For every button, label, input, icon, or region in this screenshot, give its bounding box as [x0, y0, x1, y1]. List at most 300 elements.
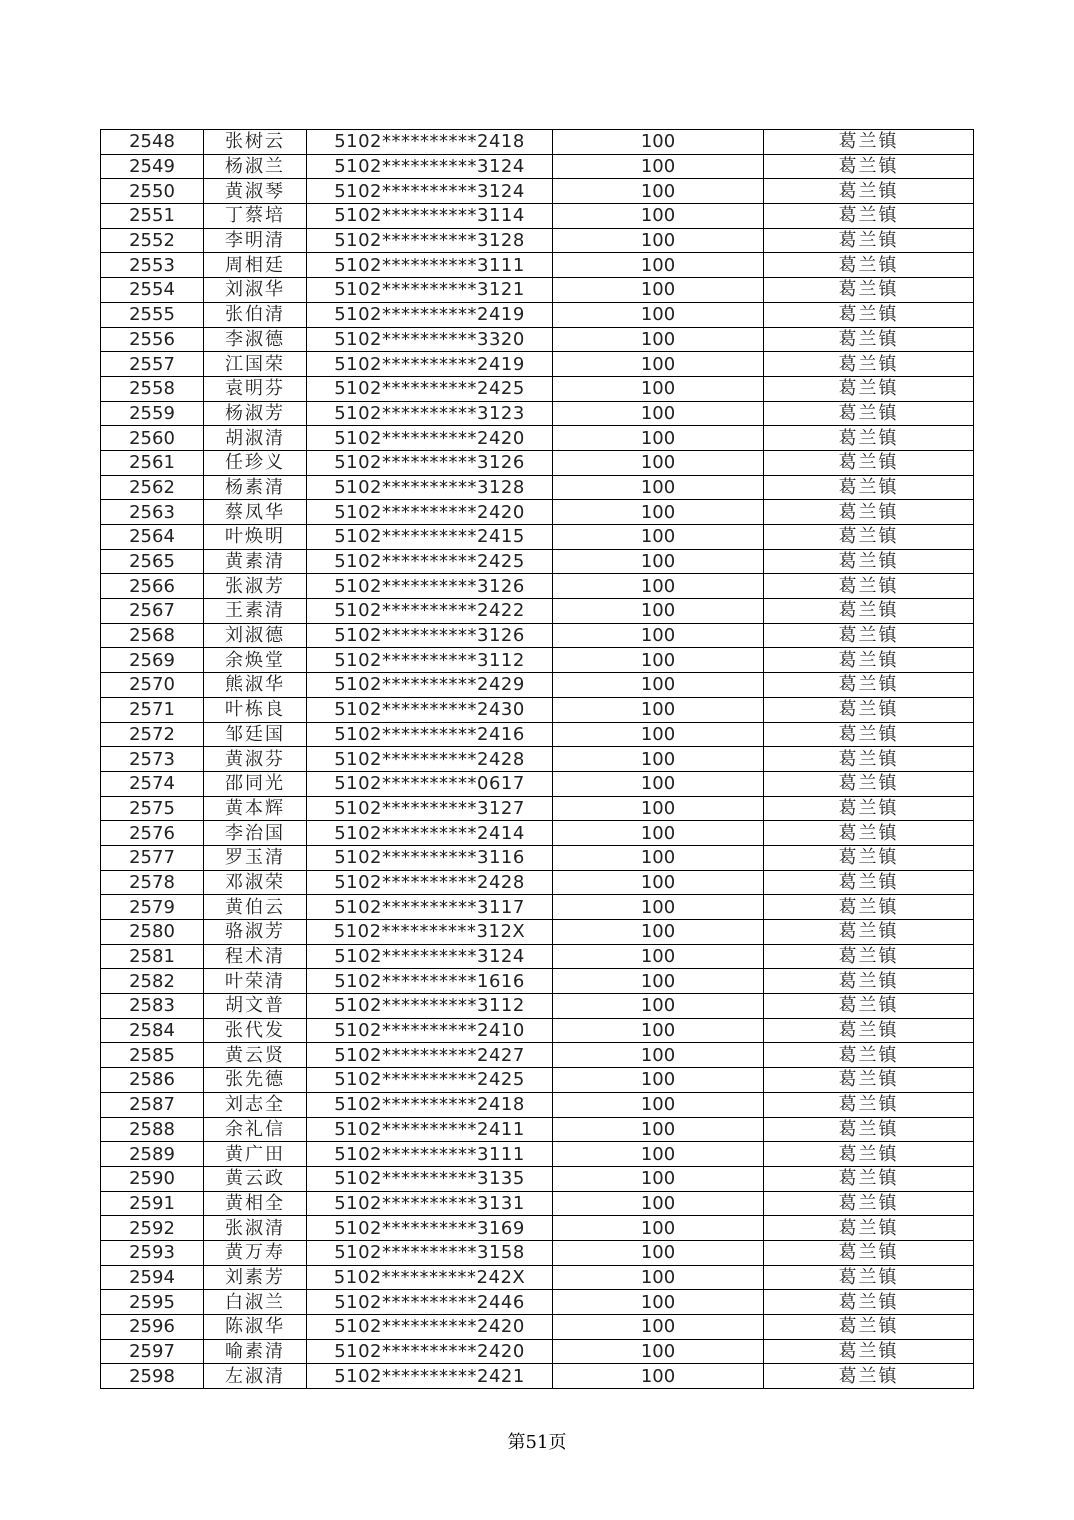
- id-number-cell: 5102**********2422: [307, 599, 553, 624]
- row-number-cell: 2560: [101, 426, 204, 451]
- id-number-cell: 5102**********2421: [307, 1364, 553, 1389]
- amount-cell: 100: [553, 278, 764, 303]
- town-cell: 葛兰镇: [764, 648, 974, 673]
- amount-cell: 100: [553, 821, 764, 846]
- amount-cell: 100: [553, 426, 764, 451]
- id-number-cell: 5102**********2430: [307, 697, 553, 722]
- table-row: [101, 475, 974, 500]
- row-number-cell: 2559: [101, 401, 204, 426]
- table-row: [101, 1166, 974, 1191]
- name-cell: 杨淑兰: [204, 154, 307, 179]
- town-cell: 葛兰镇: [764, 574, 974, 599]
- id-number-cell: 5102**********3124: [307, 944, 553, 969]
- amount-cell: 100: [553, 697, 764, 722]
- name-cell: 张淑芳: [204, 574, 307, 599]
- name-cell: 丁蔡培: [204, 204, 307, 229]
- table-row: [101, 1216, 974, 1241]
- table-row: [101, 574, 974, 599]
- table-row: [101, 525, 974, 550]
- name-cell: 胡淑清: [204, 426, 307, 451]
- id-number-cell: 5102**********3158: [307, 1240, 553, 1265]
- amount-cell: 100: [553, 1240, 764, 1265]
- table-row: [101, 1068, 974, 1093]
- table-row: [101, 821, 974, 846]
- id-number-cell: 5102**********3116: [307, 845, 553, 870]
- name-cell: 刘淑德: [204, 623, 307, 648]
- town-cell: 葛兰镇: [764, 1240, 974, 1265]
- id-number-cell: 5102**********3128: [307, 228, 553, 253]
- table-row: [101, 327, 974, 352]
- table-row: [101, 1290, 974, 1315]
- id-number-cell: 5102**********3126: [307, 450, 553, 475]
- amount-cell: 100: [553, 1166, 764, 1191]
- amount-cell: 100: [553, 1142, 764, 1167]
- row-number-cell: 2575: [101, 796, 204, 821]
- name-cell: 黄素清: [204, 549, 307, 574]
- row-number-cell: 2589: [101, 1142, 204, 1167]
- row-number-cell: 2564: [101, 525, 204, 550]
- row-number-cell: 2578: [101, 870, 204, 895]
- town-cell: 葛兰镇: [764, 130, 974, 155]
- amount-cell: 100: [553, 130, 764, 155]
- town-cell: 葛兰镇: [764, 771, 974, 796]
- amount-cell: 100: [553, 154, 764, 179]
- table-row: [101, 771, 974, 796]
- name-cell: 黄云政: [204, 1166, 307, 1191]
- table-row: [101, 204, 974, 229]
- row-number-cell: 2553: [101, 253, 204, 278]
- name-cell: 张淑清: [204, 1216, 307, 1241]
- table-row: [101, 1339, 974, 1364]
- table-row: [101, 500, 974, 525]
- id-number-cell: 5102**********3111: [307, 1142, 553, 1167]
- name-cell: 张先德: [204, 1068, 307, 1093]
- id-number-cell: 5102**********3111: [307, 253, 553, 278]
- row-number-cell: 2548: [101, 130, 204, 155]
- town-cell: 葛兰镇: [764, 1364, 974, 1389]
- row-number-cell: 2577: [101, 845, 204, 870]
- id-number-cell: 5102**********2425: [307, 1068, 553, 1093]
- id-number-cell: 5102**********3127: [307, 796, 553, 821]
- id-number-cell: 5102**********3117: [307, 895, 553, 920]
- amount-cell: 100: [553, 228, 764, 253]
- amount-cell: 100: [553, 1315, 764, 1340]
- table-row: [101, 426, 974, 451]
- table-row: [101, 1142, 974, 1167]
- amount-cell: 100: [553, 525, 764, 550]
- id-number-cell: 5102**********3112: [307, 648, 553, 673]
- name-cell: 骆淑芳: [204, 920, 307, 945]
- id-number-cell: 5102**********2425: [307, 376, 553, 401]
- name-cell: 张伯清: [204, 302, 307, 327]
- table-row: [101, 549, 974, 574]
- amount-cell: 100: [553, 747, 764, 772]
- row-number-cell: 2598: [101, 1364, 204, 1389]
- row-number-cell: 2555: [101, 302, 204, 327]
- row-number-cell: 2557: [101, 352, 204, 377]
- table-row: [101, 253, 974, 278]
- table-row: [101, 673, 974, 698]
- table-row: [101, 599, 974, 624]
- town-cell: 葛兰镇: [764, 1068, 974, 1093]
- town-cell: 葛兰镇: [764, 278, 974, 303]
- name-cell: 喻素清: [204, 1339, 307, 1364]
- id-number-cell: 5102**********3121: [307, 278, 553, 303]
- name-cell: 张树云: [204, 130, 307, 155]
- name-cell: 黄广田: [204, 1142, 307, 1167]
- town-cell: 葛兰镇: [764, 1290, 974, 1315]
- town-cell: 葛兰镇: [764, 1166, 974, 1191]
- amount-cell: 100: [553, 352, 764, 377]
- town-cell: 葛兰镇: [764, 1339, 974, 1364]
- town-cell: 葛兰镇: [764, 1142, 974, 1167]
- id-number-cell: 5102**********2429: [307, 673, 553, 698]
- town-cell: 葛兰镇: [764, 1191, 974, 1216]
- row-number-cell: 2596: [101, 1315, 204, 1340]
- row-number-cell: 2574: [101, 771, 204, 796]
- row-number-cell: 2549: [101, 154, 204, 179]
- amount-cell: 100: [553, 599, 764, 624]
- name-cell: 杨淑芳: [204, 401, 307, 426]
- id-number-cell: 5102**********2411: [307, 1117, 553, 1142]
- table-row: [101, 376, 974, 401]
- amount-cell: 100: [553, 1216, 764, 1241]
- name-cell: 周相廷: [204, 253, 307, 278]
- name-cell: 黄相全: [204, 1191, 307, 1216]
- table-row: [101, 944, 974, 969]
- id-number-cell: 5102**********3123: [307, 401, 553, 426]
- name-cell: 蔡凤华: [204, 500, 307, 525]
- town-cell: 葛兰镇: [764, 697, 974, 722]
- name-cell: 邹廷国: [204, 722, 307, 747]
- town-cell: 葛兰镇: [764, 895, 974, 920]
- table-row: [101, 895, 974, 920]
- name-cell: 黄万寿: [204, 1240, 307, 1265]
- amount-cell: 100: [553, 1117, 764, 1142]
- amount-cell: 100: [553, 500, 764, 525]
- name-cell: 王素清: [204, 599, 307, 624]
- row-number-cell: 2581: [101, 944, 204, 969]
- amount-cell: 100: [553, 994, 764, 1019]
- row-number-cell: 2582: [101, 969, 204, 994]
- town-cell: 葛兰镇: [764, 525, 974, 550]
- amount-cell: 100: [553, 1290, 764, 1315]
- name-cell: 罗玉清: [204, 845, 307, 870]
- roster-table: [100, 129, 974, 1389]
- table-row: [101, 1240, 974, 1265]
- amount-cell: 100: [553, 648, 764, 673]
- name-cell: 邵同光: [204, 771, 307, 796]
- town-cell: 葛兰镇: [764, 673, 974, 698]
- name-cell: 余礼信: [204, 1117, 307, 1142]
- name-cell: 李明清: [204, 228, 307, 253]
- id-number-cell: 5102**********2410: [307, 1018, 553, 1043]
- table-row: [101, 401, 974, 426]
- row-number-cell: 2592: [101, 1216, 204, 1241]
- amount-cell: 100: [553, 1043, 764, 1068]
- id-number-cell: 5102**********2420: [307, 1339, 553, 1364]
- town-cell: 葛兰镇: [764, 870, 974, 895]
- row-number-cell: 2588: [101, 1117, 204, 1142]
- amount-cell: 100: [553, 204, 764, 229]
- row-number-cell: 2590: [101, 1166, 204, 1191]
- town-cell: 葛兰镇: [764, 1092, 974, 1117]
- id-number-cell: 5102**********3128: [307, 475, 553, 500]
- name-cell: 叶荣清: [204, 969, 307, 994]
- table-row: [101, 845, 974, 870]
- table-row: [101, 154, 974, 179]
- table-row: [101, 722, 974, 747]
- roster-table-body: [101, 130, 974, 1389]
- id-number-cell: 5102**********1616: [307, 969, 553, 994]
- town-cell: 葛兰镇: [764, 623, 974, 648]
- row-number-cell: 2595: [101, 1290, 204, 1315]
- row-number-cell: 2561: [101, 450, 204, 475]
- row-number-cell: 2558: [101, 376, 204, 401]
- amount-cell: 100: [553, 1068, 764, 1093]
- id-number-cell: 5102**********2427: [307, 1043, 553, 1068]
- town-cell: 葛兰镇: [764, 352, 974, 377]
- name-cell: 张代发: [204, 1018, 307, 1043]
- town-cell: 葛兰镇: [764, 426, 974, 451]
- id-number-cell: 5102**********2420: [307, 426, 553, 451]
- row-number-cell: 2591: [101, 1191, 204, 1216]
- id-number-cell: 5102**********0617: [307, 771, 553, 796]
- id-number-cell: 5102**********2415: [307, 525, 553, 550]
- id-number-cell: 5102**********3126: [307, 623, 553, 648]
- row-number-cell: 2572: [101, 722, 204, 747]
- row-number-cell: 2585: [101, 1043, 204, 1068]
- row-number-cell: 2570: [101, 673, 204, 698]
- town-cell: 葛兰镇: [764, 747, 974, 772]
- name-cell: 黄云贤: [204, 1043, 307, 1068]
- town-cell: 葛兰镇: [764, 475, 974, 500]
- table-row: [101, 302, 974, 327]
- amount-cell: 100: [553, 623, 764, 648]
- amount-cell: 100: [553, 920, 764, 945]
- name-cell: 余焕堂: [204, 648, 307, 673]
- row-number-cell: 2552: [101, 228, 204, 253]
- id-number-cell: 5102**********2419: [307, 302, 553, 327]
- id-number-cell: 5102**********3124: [307, 154, 553, 179]
- amount-cell: 100: [553, 870, 764, 895]
- row-number-cell: 2571: [101, 697, 204, 722]
- name-cell: 黄淑琴: [204, 179, 307, 204]
- town-cell: 葛兰镇: [764, 376, 974, 401]
- table-row: [101, 870, 974, 895]
- table-row: [101, 623, 974, 648]
- name-cell: 熊淑华: [204, 673, 307, 698]
- town-cell: 葛兰镇: [764, 1117, 974, 1142]
- id-number-cell: 5102**********3135: [307, 1166, 553, 1191]
- id-number-cell: 5102**********242X: [307, 1265, 553, 1290]
- amount-cell: 100: [553, 722, 764, 747]
- id-number-cell: 5102**********2416: [307, 722, 553, 747]
- name-cell: 李治国: [204, 821, 307, 846]
- amount-cell: 100: [553, 1092, 764, 1117]
- amount-cell: 100: [553, 401, 764, 426]
- id-number-cell: 5102**********2425: [307, 549, 553, 574]
- name-cell: 刘志全: [204, 1092, 307, 1117]
- town-cell: 葛兰镇: [764, 599, 974, 624]
- town-cell: 葛兰镇: [764, 302, 974, 327]
- table-row: [101, 920, 974, 945]
- town-cell: 葛兰镇: [764, 969, 974, 994]
- id-number-cell: 5102**********2446: [307, 1290, 553, 1315]
- id-number-cell: 5102**********3124: [307, 179, 553, 204]
- amount-cell: 100: [553, 1191, 764, 1216]
- town-cell: 葛兰镇: [764, 401, 974, 426]
- table-row: [101, 1117, 974, 1142]
- table-row: [101, 1191, 974, 1216]
- town-cell: 葛兰镇: [764, 796, 974, 821]
- table-row: [101, 969, 974, 994]
- table-row: [101, 1364, 974, 1389]
- row-number-cell: 2565: [101, 549, 204, 574]
- amount-cell: 100: [553, 253, 764, 278]
- amount-cell: 100: [553, 796, 764, 821]
- row-number-cell: 2587: [101, 1092, 204, 1117]
- town-cell: 葛兰镇: [764, 845, 974, 870]
- town-cell: 葛兰镇: [764, 944, 974, 969]
- town-cell: 葛兰镇: [764, 1265, 974, 1290]
- id-number-cell: 5102**********2418: [307, 130, 553, 155]
- name-cell: 黄本辉: [204, 796, 307, 821]
- amount-cell: 100: [553, 327, 764, 352]
- name-cell: 白淑兰: [204, 1290, 307, 1315]
- amount-cell: 100: [553, 475, 764, 500]
- row-number-cell: 2567: [101, 599, 204, 624]
- name-cell: 江国荣: [204, 352, 307, 377]
- table-row: [101, 450, 974, 475]
- table-row: [101, 697, 974, 722]
- row-number-cell: 2554: [101, 278, 204, 303]
- row-number-cell: 2580: [101, 920, 204, 945]
- id-number-cell: 5102**********312X: [307, 920, 553, 945]
- town-cell: 葛兰镇: [764, 204, 974, 229]
- row-number-cell: 2597: [101, 1339, 204, 1364]
- name-cell: 程术清: [204, 944, 307, 969]
- town-cell: 葛兰镇: [764, 1216, 974, 1241]
- amount-cell: 100: [553, 1364, 764, 1389]
- page-number: 第51页: [507, 1432, 567, 1453]
- row-number-cell: 2576: [101, 821, 204, 846]
- amount-cell: 100: [553, 944, 764, 969]
- row-number-cell: 2579: [101, 895, 204, 920]
- town-cell: 葛兰镇: [764, 1315, 974, 1340]
- row-number-cell: 2569: [101, 648, 204, 673]
- id-number-cell: 5102**********2428: [307, 870, 553, 895]
- amount-cell: 100: [553, 574, 764, 599]
- town-cell: 葛兰镇: [764, 450, 974, 475]
- row-number-cell: 2594: [101, 1265, 204, 1290]
- id-number-cell: 5102**********3126: [307, 574, 553, 599]
- table-row: [101, 994, 974, 1019]
- town-cell: 葛兰镇: [764, 920, 974, 945]
- town-cell: 葛兰镇: [764, 179, 974, 204]
- town-cell: 葛兰镇: [764, 500, 974, 525]
- amount-cell: 100: [553, 549, 764, 574]
- table-row: [101, 796, 974, 821]
- amount-cell: 100: [553, 1018, 764, 1043]
- name-cell: 李淑德: [204, 327, 307, 352]
- id-number-cell: 5102**********2420: [307, 1315, 553, 1340]
- id-number-cell: 5102**********2418: [307, 1092, 553, 1117]
- name-cell: 叶焕明: [204, 525, 307, 550]
- town-cell: 葛兰镇: [764, 253, 974, 278]
- row-number-cell: 2566: [101, 574, 204, 599]
- name-cell: 黄淑芬: [204, 747, 307, 772]
- town-cell: 葛兰镇: [764, 1043, 974, 1068]
- table-row: [101, 1092, 974, 1117]
- name-cell: 袁明芬: [204, 376, 307, 401]
- amount-cell: 100: [553, 771, 764, 796]
- amount-cell: 100: [553, 845, 764, 870]
- town-cell: 葛兰镇: [764, 228, 974, 253]
- amount-cell: 100: [553, 969, 764, 994]
- amount-cell: 100: [553, 1265, 764, 1290]
- amount-cell: 100: [553, 376, 764, 401]
- town-cell: 葛兰镇: [764, 821, 974, 846]
- name-cell: 胡文普: [204, 994, 307, 1019]
- name-cell: 刘素芳: [204, 1265, 307, 1290]
- name-cell: 邓淑荣: [204, 870, 307, 895]
- row-number-cell: 2568: [101, 623, 204, 648]
- name-cell: 刘淑华: [204, 278, 307, 303]
- table-row: [101, 1043, 974, 1068]
- id-number-cell: 5102**********2419: [307, 352, 553, 377]
- town-cell: 葛兰镇: [764, 722, 974, 747]
- table-row: [101, 130, 974, 155]
- table-row: [101, 352, 974, 377]
- id-number-cell: 5102**********3320: [307, 327, 553, 352]
- amount-cell: 100: [553, 450, 764, 475]
- name-cell: 左淑清: [204, 1364, 307, 1389]
- amount-cell: 100: [553, 1339, 764, 1364]
- town-cell: 葛兰镇: [764, 994, 974, 1019]
- row-number-cell: 2550: [101, 179, 204, 204]
- row-number-cell: 2551: [101, 204, 204, 229]
- name-cell: 叶栋良: [204, 697, 307, 722]
- row-number-cell: 2563: [101, 500, 204, 525]
- id-number-cell: 5102**********2428: [307, 747, 553, 772]
- table-row: [101, 179, 974, 204]
- id-number-cell: 5102**********3169: [307, 1216, 553, 1241]
- town-cell: 葛兰镇: [764, 327, 974, 352]
- id-number-cell: 5102**********3112: [307, 994, 553, 1019]
- row-number-cell: 2593: [101, 1240, 204, 1265]
- id-number-cell: 5102**********3114: [307, 204, 553, 229]
- table-row: [101, 1018, 974, 1043]
- town-cell: 葛兰镇: [764, 1018, 974, 1043]
- amount-cell: 100: [553, 302, 764, 327]
- row-number-cell: 2562: [101, 475, 204, 500]
- row-number-cell: 2583: [101, 994, 204, 1019]
- name-cell: 黄伯云: [204, 895, 307, 920]
- table-row: [101, 228, 974, 253]
- id-number-cell: 5102**********2420: [307, 500, 553, 525]
- table-row: [101, 648, 974, 673]
- amount-cell: 100: [553, 179, 764, 204]
- table-row: [101, 278, 974, 303]
- amount-cell: 100: [553, 673, 764, 698]
- table-row: [101, 1265, 974, 1290]
- table-row: [101, 747, 974, 772]
- table-row: [101, 1315, 974, 1340]
- town-cell: 葛兰镇: [764, 549, 974, 574]
- row-number-cell: 2586: [101, 1068, 204, 1093]
- id-number-cell: 5102**********2414: [307, 821, 553, 846]
